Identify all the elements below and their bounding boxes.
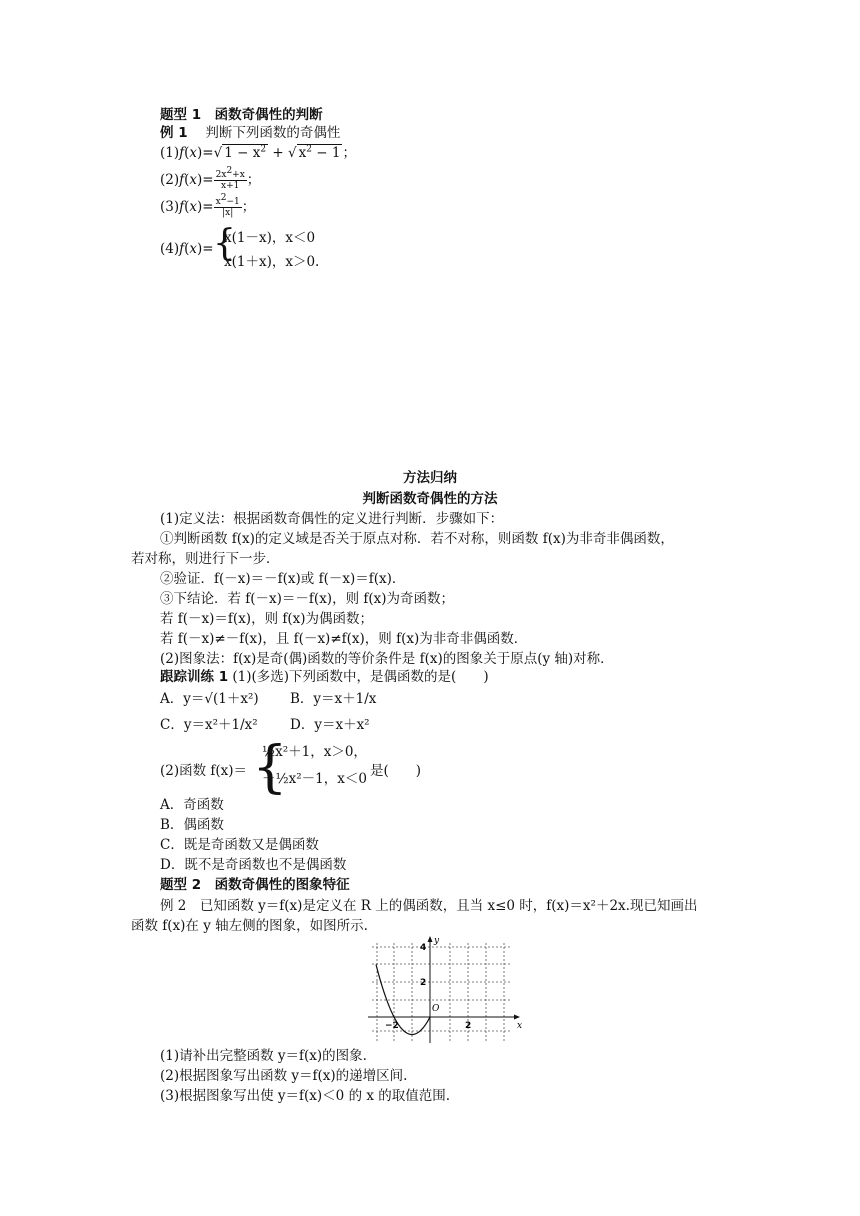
choice-d: D．既不是奇函数也不是偶函数 [160,857,347,873]
method-line-5: ③下结论．若 f(－x)＝－f(x)，则 f(x)为奇函数； [160,591,455,607]
method-line-6: 若 f(－x)＝f(x)，则 f(x)为偶函数； [160,611,374,627]
option-d: D．y＝x＋x² [290,717,370,733]
method-subtitle: 判断函数奇偶性的方法 [362,491,498,507]
training-q2-suffix: 是( ) [370,763,422,779]
tick-label-y4: 4 [420,943,427,953]
item-4-case1: x(1－x)，x＜0 [224,230,316,246]
training-q2-prefix: (2)函数 f(x)＝ [160,763,248,779]
question-3: (3)根据图象写出使 y＝f(x)＜0 的 x 的取值范围. [160,1088,451,1104]
x-axis-arrow [514,1015,520,1020]
method-line-4: ②验证．f(－x)＝－f(x)或 f(－x)＝f(x)． [160,571,406,587]
axis-label-y: y [434,936,440,946]
tick-label-y2: 2 [420,978,427,988]
item-2: (2)f(x)= $\frac{2x^2+x}{x+1}$ ； [160,166,261,191]
example1-label: 例 1 [160,125,188,141]
axis-label-x: x [517,1021,523,1031]
training-q2-case2: －½x²－1，x＜0 [262,771,367,787]
option-c: C．y＝x²＋1/x² [160,717,258,733]
item-4-case2: x(1＋x)，x＞0. [224,254,320,270]
item-3: (3)f(x)= $\frac{x^2-1}{|x|}$ ； [160,193,256,218]
item-1: (1)f(x)=√ $1 - x^2$ + √ $x^2 - 1$ ； [160,144,356,161]
training-q1-text: (1)(多选)下列函数中，是偶函数的是( ) [232,669,489,685]
method-line-2: ①判断函数 f(x)的定义域是否关于原点对称．若不对称，则函数 f(x)为非奇非偶函数， [160,531,674,547]
brace-1: { [213,223,236,264]
example1-title [160,124,340,142]
origin-label: O [432,1004,440,1014]
item-3-prefix: (3) [160,199,180,215]
method-title: 方法归纳 [403,470,457,486]
question-1: (1)请补出完整函数 y＝f(x)的图象. [160,1048,367,1064]
method-line-1: (1)定义法：根据函数奇偶性的定义进行判断．步骤如下： [160,511,504,527]
option-b: B．y＝x＋1/x [290,691,377,707]
choice-a: A．奇函数 [160,797,224,813]
brace-2: { [252,735,288,800]
method-line-7: 若 f(－x)≠－f(x)，且 f(－x)≠f(x)，则 f(x)为非奇非偶函数． [160,631,528,647]
question-2: (2)根据图象写出函数 y＝f(x)的递增区间. [160,1068,408,1084]
tick-label-xm2: −2 [385,1021,399,1031]
section2-line2: 函数 f(x)在 y 轴左侧的图象，如图所示. [131,918,368,934]
training-q2-case1: ½x²＋1，x＞0， [262,744,367,760]
item-2-prefix: (2) [160,172,180,188]
choice-c: C．既是奇函数又是偶函数 [160,837,319,853]
section2-heading: 题型 2 函数奇偶性的图象特征 [160,877,350,893]
item-4: (4)f(x)= [160,241,214,257]
training-q1 [160,668,489,686]
item-4-prefix: (4) [160,241,180,257]
tick-label-x2: 2 [465,1021,472,1031]
method-line-3: 若对称，则进行下一步． [131,551,280,567]
y-axis-arrow [428,936,433,942]
section2-line1: 例 2 已知函数 y＝f(x)是定义在 R 上的偶函数，且当 x≤0 时，f(x)＝x²＋2x.现已知画出 [160,898,698,914]
training-heading: 跟踪训练 1 [160,669,229,685]
method-line-8: (2)图象法：f(x)是奇(偶)函数的等价条件是 f(x)的图象关于原点(y 轴)对称． [160,651,614,667]
section1-heading: 题型 1 函数奇偶性的判断 [160,107,323,123]
item-1-prefix: (1) [160,145,180,161]
example1-text: 判断下列函数的奇偶性 [191,125,341,141]
option-a: A．y＝√(1＋x²) [160,691,259,707]
choice-b: B．偶函数 [160,817,224,833]
function-graph [362,933,532,1046]
